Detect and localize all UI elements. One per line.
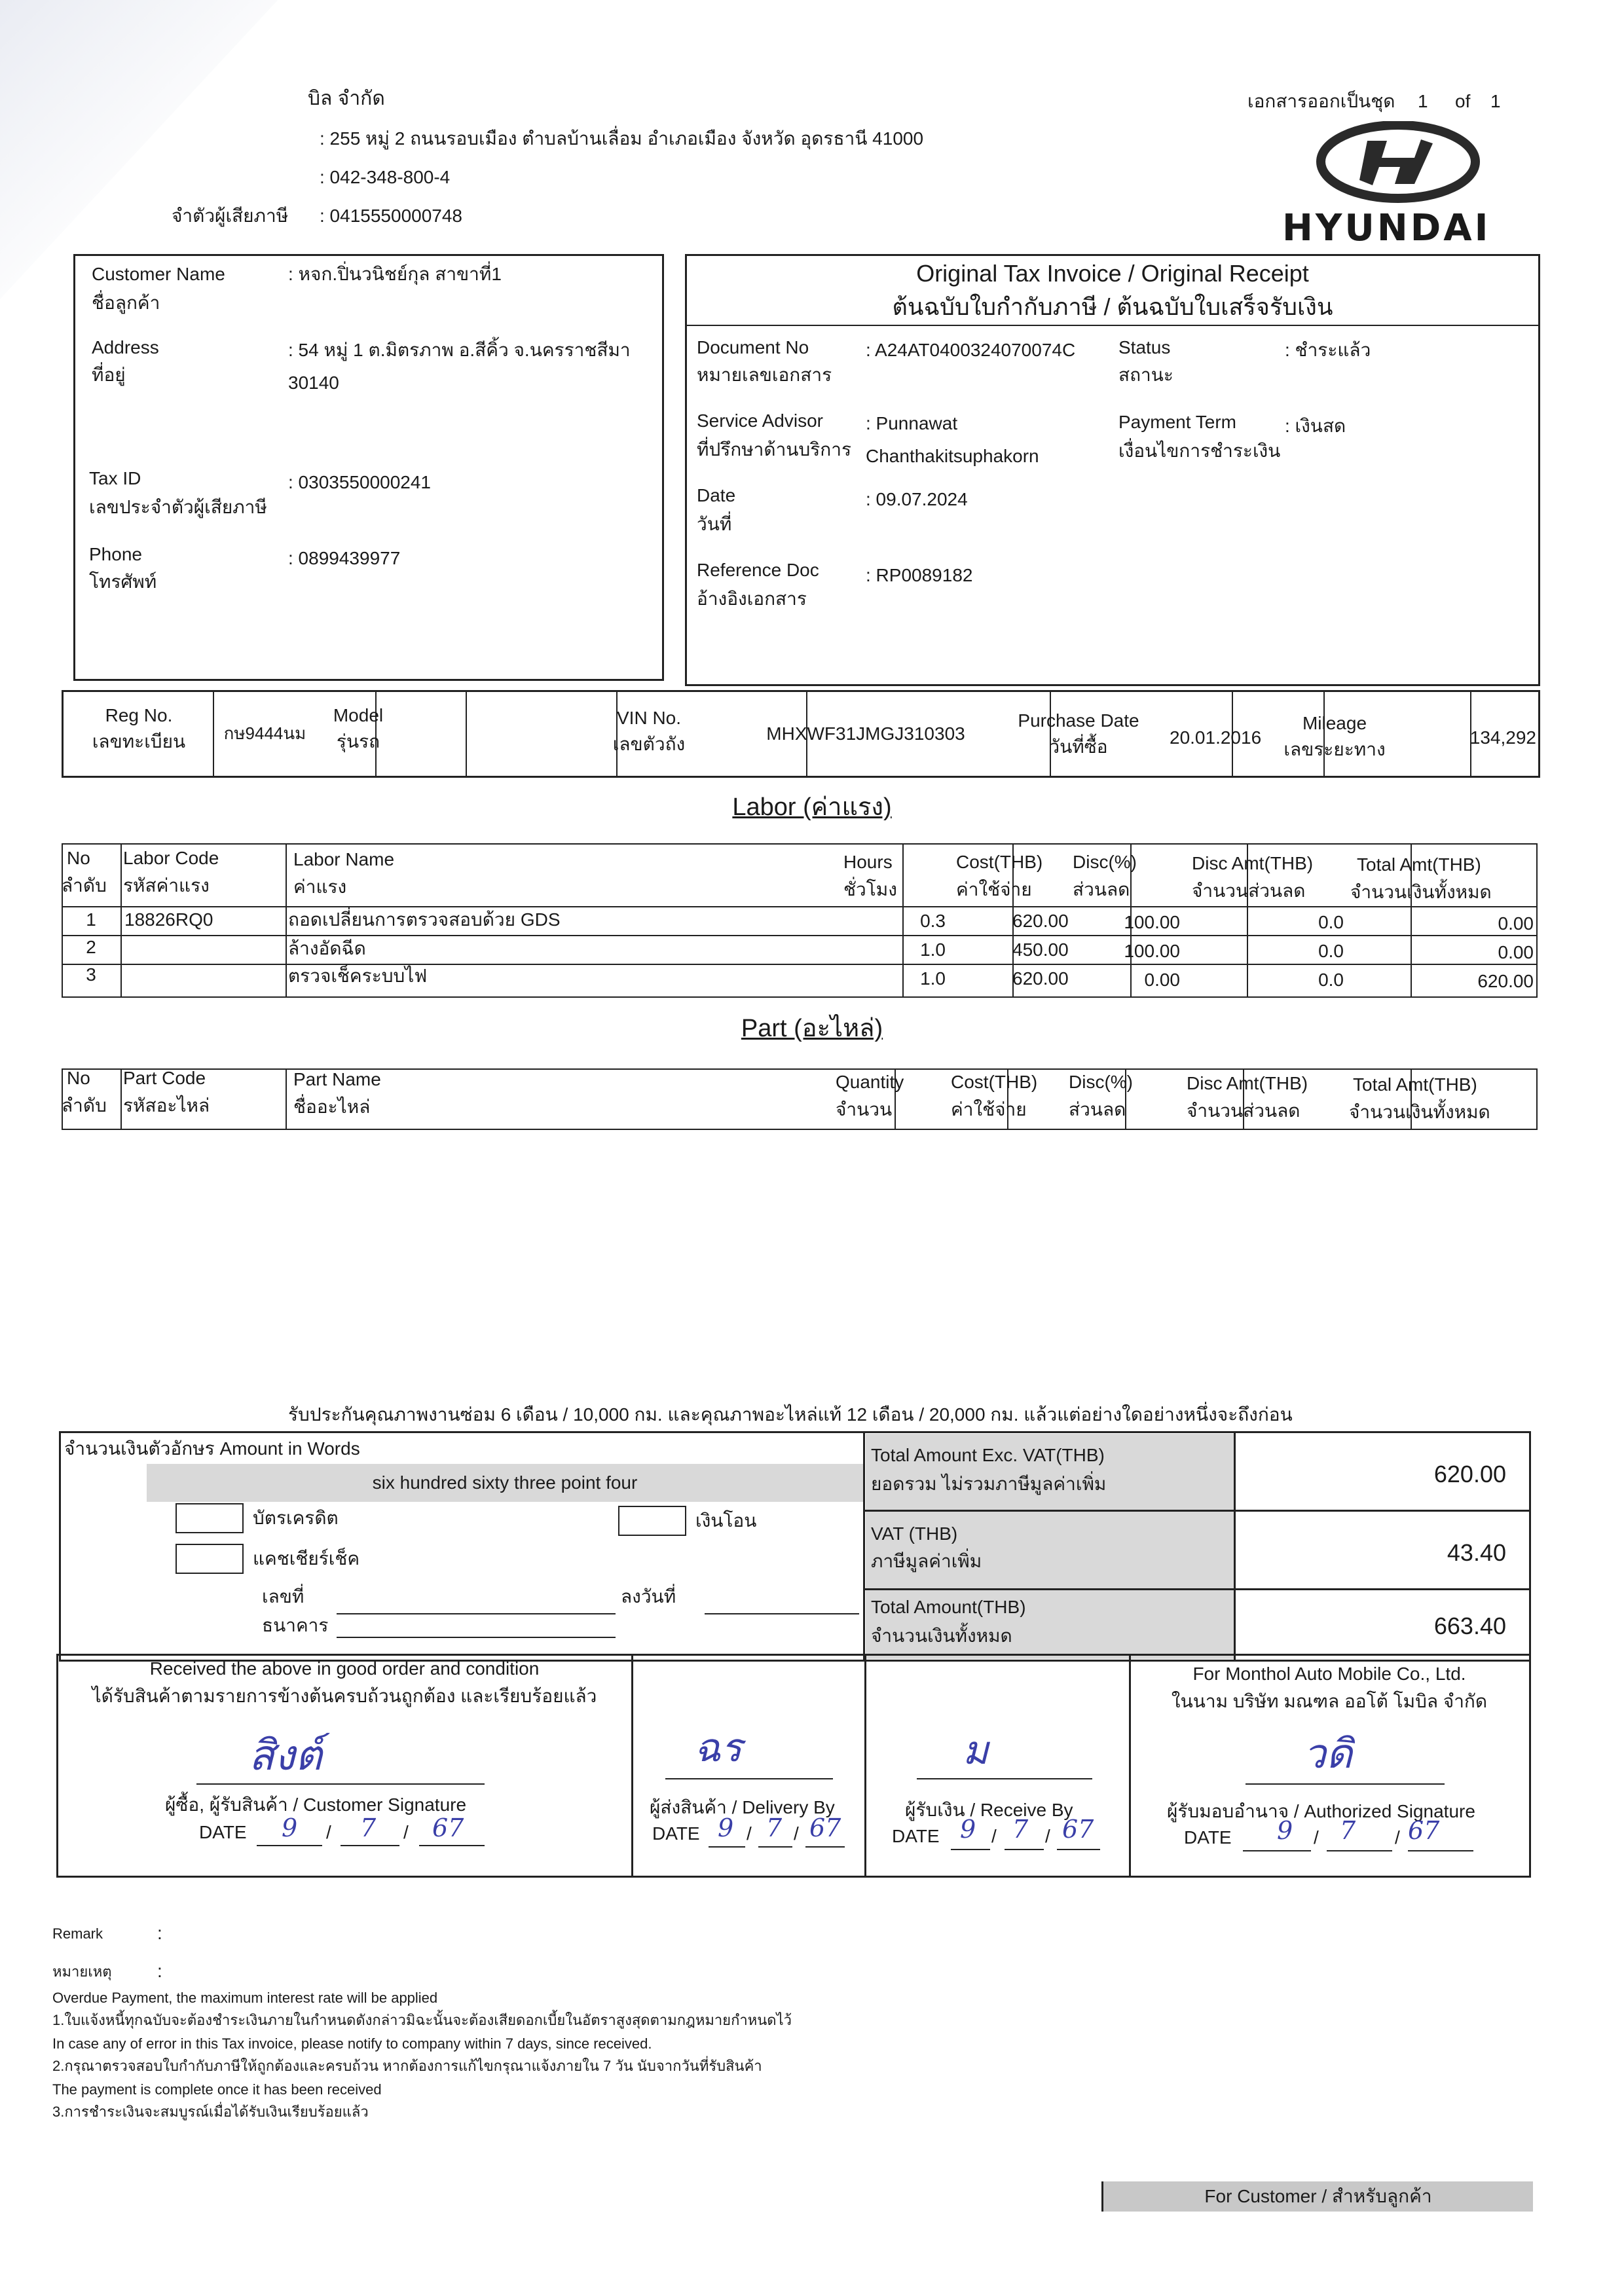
remark-colon: : [157, 1923, 162, 1943]
brand-text: HYUNDAI [1282, 207, 1491, 249]
labor-header-name: Labor Name [293, 849, 395, 869]
labor-header-cost: Cost(THB) [956, 852, 1043, 872]
document-title-th: ต้นฉบับใบกำกับภาษี / ต้นฉบับใบเสร็จรับเงิน [892, 293, 1333, 320]
part-header-name-th: ชื่ออะไหล่ [293, 1097, 371, 1117]
copies-of: of [1455, 91, 1471, 111]
labor-title: Labor (ค่าแรง) [732, 793, 892, 821]
part-header-total-th: จำนวนเงินทั้งหมด [1349, 1102, 1490, 1122]
part-header-total: Total Amt(THB) [1353, 1074, 1477, 1095]
labor-header-discamt-th: จำนวนส่วนลด [1192, 881, 1306, 901]
receive-signature: ม [963, 1728, 989, 1774]
ref-label: Reference Doc [697, 560, 819, 580]
labor-row-no: 3 [86, 964, 96, 985]
date-label-th: วันที่ [697, 514, 732, 534]
for-company-th: ในนาม บริษัท มณฑล ออโต้ โมบิล จำกัด [1171, 1691, 1488, 1711]
date-day: 9 [718, 1813, 734, 1842]
labor-row-hours: 1.0 [920, 939, 946, 960]
vat-value: 43.40 [1447, 1539, 1506, 1566]
customer-box [73, 254, 664, 681]
customer-taxid: : 0303550000241 [288, 472, 431, 492]
labor-row-hours: 0.3 [920, 911, 946, 931]
date-month: 7 [766, 1813, 783, 1842]
labor-header-total: Total Amt(THB) [1357, 854, 1481, 875]
customer-signature-label: ผู้ซื้อ, ผู้รับสินค้า / Customer Signature [165, 1795, 467, 1815]
cheque-date-label: ลงวันที่ [621, 1586, 676, 1607]
part-header-cost-th: ค่าใช้จ่าย [951, 1099, 1027, 1120]
date-day: 9 [282, 1813, 298, 1842]
vat-label-th: ภาษีมูลค่าเพิ่ม [871, 1551, 982, 1571]
customer-taxid-label: Tax ID [89, 468, 141, 488]
advisor-label: Service Advisor [697, 410, 823, 431]
labor-row-name: ถอดเปลี่ยนการตรวจสอบด้วย GDS [288, 909, 561, 930]
reg-value: กษ9444นม [223, 723, 306, 743]
part-header-name: Part Name [293, 1069, 381, 1089]
labor-row-cost: 450.00 [1012, 939, 1069, 960]
received-text-th: ได้รับสินค้าตามรายการข้างต้นครบถ้วนถูกต้อง และเรียบร้อยแล้ว [92, 1686, 597, 1706]
part-table [62, 1068, 1538, 1130]
labor-row-hours: 1.0 [920, 968, 946, 989]
labor-header-disc: Disc(%) [1073, 852, 1137, 872]
labor-row-no: 2 [86, 937, 96, 957]
ref-label-th: อ้างอิงเอกสาร [697, 589, 807, 609]
part-title: Part (อะไหล่) [741, 1015, 883, 1042]
credit-card-checkbox[interactable] [175, 1503, 244, 1533]
remark-line: In case any of error in this Tax invoice, please notify to company within 7 days, since received. [52, 2035, 652, 2052]
company-phone: : 042-348-800-4 [320, 167, 451, 187]
part-header-qty: Quantity [836, 1072, 904, 1092]
labor-header-disc-th: ส่วนลด [1073, 879, 1130, 900]
amount-words-value: six hundred sixty three point four [372, 1472, 638, 1493]
date-day: 9 [960, 1815, 976, 1844]
remark-line: 2.กรุณาตรวจสอบใบกำกับภาษีให้ถูกต้องและครบถ้วน หากต้องการแก้ไขกรุณาแจ้งภายใน 7 วัน นับจากวันที่รับสินค้า [52, 2058, 762, 2074]
customer-address-label-th: ที่อยู่ [92, 365, 126, 385]
labor-row-no: 1 [86, 909, 96, 930]
part-header-no-th: ลำดับ [62, 1095, 107, 1116]
customer-name-label: Customer Name [92, 264, 225, 284]
part-header-code-th: รหัสอะไหล่ [123, 1095, 210, 1116]
part-header-code: Part Code [123, 1068, 206, 1088]
authorized-label: ผู้รับมอบอำนาจ / Authorized Signature [1167, 1801, 1475, 1821]
status-value: : ชำระแล้ว [1285, 340, 1371, 360]
labor-row-discamt: 0.0 [1318, 912, 1344, 932]
model-label-th: รุ่นรถ [336, 731, 380, 752]
customer-phone-label-th: โทรศัพท์ [89, 572, 157, 592]
labor-row-cost: 620.00 [1012, 968, 1069, 989]
status-label-th: สถานะ [1118, 365, 1173, 385]
document-title-en: Original Tax Invoice / Original Receipt [916, 260, 1309, 287]
labor-header-no: No [67, 848, 90, 868]
labor-header-hours-th: ชั่วโมง [843, 879, 897, 900]
date-month: 7 [1012, 1815, 1029, 1844]
for-company: For Monthol Auto Mobile Co., Ltd. [1192, 1664, 1466, 1684]
customer-address-line2: 30140 [288, 373, 339, 393]
authorized-signature: วดิ [1303, 1730, 1353, 1777]
remark-line: The payment is complete once it has been received [52, 2081, 382, 2098]
delivery-label: ผู้ส่งสินค้า / Delivery By [650, 1797, 835, 1817]
received-text-en: Received the above in good order and condition [149, 1658, 540, 1679]
customer-address-label: Address [92, 337, 159, 357]
for-customer-tag: For Customer / สำหรับลูกค้า [1101, 2181, 1533, 2212]
labor-row-disc: 100.00 [1124, 912, 1180, 932]
customer-address-line1: : 54 หมู่ 1 ต.มิตรภาพ อ.สีคิ้ว จ.นครราชสีมา [288, 340, 631, 360]
labor-row-total: 0.00 [1498, 942, 1534, 962]
vin-label: VIN No. [616, 708, 682, 728]
remark-label-th: หมายเหตุ [52, 1963, 112, 1980]
ref-value: : RP0089182 [866, 565, 973, 585]
vin-label-th: เลขตัวถัง [612, 734, 686, 754]
date-label: DATE [1184, 1827, 1232, 1848]
labor-row-name: ล้างอัดฉีด [288, 938, 366, 958]
labor-header-name-th: ค่าแรง [293, 877, 347, 897]
model-label: Model [333, 705, 384, 725]
date-year: 67 [1062, 1815, 1094, 1844]
purchase-value: 20.01.2016 [1170, 727, 1262, 748]
total-label: Total Amount(THB) [871, 1597, 1026, 1617]
labor-header-discamt: Disc Amt(THB) [1192, 853, 1314, 873]
labor-header-code-th: รหัสค่าแรง [123, 875, 210, 896]
part-header-cost: Cost(THB) [951, 1072, 1038, 1092]
part-header-discamt-th: จำนวนส่วนลด [1187, 1101, 1301, 1121]
excl-vat-label-th: ยอดรวม ไม่รวมภาษีมูลค่าเพิ่ม [871, 1474, 1107, 1494]
copies-current: 1 [1418, 91, 1428, 111]
customer-phone: : 0899439977 [288, 548, 401, 568]
remark-line: 3.การชำระเงินจะสมบูรณ์เมื่อได้รับเงินเรียบร้อยแล้ว [52, 2104, 369, 2120]
labor-header-code: Labor Code [123, 848, 219, 868]
docno-label-th: หมายเลขเอกสาร [697, 365, 832, 385]
date-value: : 09.07.2024 [866, 489, 968, 509]
excl-vat-label: Total Amount Exc. VAT(THB) [871, 1445, 1105, 1465]
mileage-value: 134,292 [1469, 727, 1536, 748]
reg-label: Reg No. [105, 705, 173, 725]
amount-words-label: จำนวนเงินตัวอักษร Amount in Words [64, 1438, 360, 1459]
transfer-label: เงินโอน [695, 1510, 757, 1531]
remark-line: 1.ใบแจ้งหนี้ทุกฉบับจะต้องชำระเงินภายในกำหนดดังกล่าวมิฉะนั้นจะต้องเสียดอกเบี้ยในอัตราสูงสุดตามกฎหมายกำหนดไว้ [52, 2012, 792, 2028]
company-address: : 255 หมู่ 2 ถนนรอบเมือง ตำบลบ้านเลื่อม อำเภอเมือง จังหวัด อุดรธานี 41000 [320, 128, 924, 149]
labor-row-cost: 620.00 [1012, 911, 1069, 931]
bank-line[interactable] [337, 1637, 616, 1638]
company-name: บิล จำกัด [308, 88, 385, 109]
advisor-label-th: ที่ปรึกษาด้านบริการ [697, 439, 851, 460]
date-label: DATE [652, 1823, 700, 1844]
status-label: Status [1118, 337, 1171, 357]
vin-value: MHXWF31JMGJ310303 [766, 723, 965, 744]
warranty-note: รับประกันคุณภาพงานซ่อม 6 เดือน / 10,000 กม. และคุณภาพอะไหล่แท้ 12 เดือน / 20,000 กม. แล้วแต่อย่างใดอย่างหนึ่งจะถึงก่อน [288, 1404, 1293, 1425]
date-label: Date [697, 485, 736, 505]
labor-row-discamt: 0.0 [1318, 970, 1344, 990]
credit-card-label: บัตรเครดิต [253, 1508, 339, 1528]
total-value: 663.40 [1433, 1613, 1506, 1639]
cheque-no-line[interactable] [337, 1613, 616, 1614]
transfer-checkbox[interactable] [618, 1506, 686, 1536]
customer-name: : หจก.ปิ่นวนิชย์กุล สาขาที่1 [288, 264, 502, 284]
part-header-discamt: Disc Amt(THB) [1187, 1073, 1308, 1093]
cheque-no-label: เลขที่ [262, 1586, 304, 1607]
advisor-line1: : Punnawat [866, 413, 958, 433]
date-year: 67 [1408, 1816, 1440, 1845]
purchase-label-th: วันที่ซื้อ [1049, 737, 1108, 757]
labor-row-disc: 100.00 [1124, 941, 1180, 961]
labor-header-hours: Hours [843, 852, 893, 872]
vat-label: VAT (THB) [871, 1523, 958, 1544]
copies-total: 1 [1490, 91, 1501, 111]
date-year: 67 [432, 1813, 464, 1842]
customer-name-label-th: ชื่อลูกค้า [92, 293, 160, 313]
date-month: 7 [360, 1813, 377, 1842]
part-header-disc-th: ส่วนลด [1069, 1099, 1126, 1120]
advisor-line2: Chanthakitsuphakorn [866, 446, 1039, 466]
date-label: DATE [199, 1822, 247, 1842]
bank-label: ธนาคาร [262, 1615, 329, 1635]
reg-label-th: เลขทะเบียน [92, 731, 186, 752]
labor-row-name: ตรวจเช็คระบบไฟ [288, 966, 428, 986]
receive-label: ผู้รับเงิน / Receive By [905, 1800, 1073, 1820]
docno-value: : A24AT0400324070074C [866, 340, 1076, 360]
company-tax-label: จำตัวผู้เสียภาษี [172, 206, 289, 226]
remark-colon-th: : [157, 1961, 162, 1981]
docno-label: Document No [697, 337, 809, 357]
term-value: : เงินสด [1285, 416, 1346, 436]
date-month: 7 [1340, 1816, 1356, 1845]
mileage-label: Mileage [1302, 713, 1367, 733]
mileage-label-th: เลขระยะทาง [1283, 739, 1386, 759]
cheque-checkbox[interactable] [175, 1544, 244, 1574]
labor-row-disc: 0.00 [1144, 970, 1180, 990]
company-tax-id: : 0415550000748 [320, 206, 462, 226]
copies-label: เอกสารออกเป็นชุด [1247, 91, 1395, 111]
labor-row-code: 18826RQ0 [124, 909, 213, 930]
labor-row-discamt: 0.0 [1318, 941, 1344, 961]
date-label: DATE [892, 1826, 940, 1846]
cheque-label: แคชเชียร์เช็ค [253, 1548, 360, 1569]
date-year: 67 [809, 1813, 841, 1842]
term-label-th: เงื่อนไขการชำระเงิน [1118, 441, 1281, 461]
total-label-th: จำนวนเงินทั้งหมด [871, 1626, 1012, 1646]
customer-phone-label: Phone [89, 544, 142, 564]
labor-row-total: 620.00 [1477, 971, 1534, 991]
excl-vat-value: 620.00 [1433, 1461, 1506, 1487]
date-day: 9 [1277, 1816, 1293, 1845]
part-header-qty-th: จำนวน [836, 1099, 893, 1120]
remark-line: Overdue Payment, the maximum interest rate will be applied [52, 1990, 438, 2006]
delivery-signature: ฉร [694, 1725, 743, 1771]
labor-header-no-th: ลำดับ [62, 875, 107, 896]
customer-taxid-label-th: เลขประจำตัวผู้เสียภาษี [89, 497, 267, 517]
labor-row-total: 0.00 [1498, 913, 1534, 934]
labor-header-cost-th: ค่าใช้จ่าย [956, 879, 1032, 900]
part-header-disc: Disc(%) [1069, 1072, 1133, 1092]
term-label: Payment Term [1118, 412, 1236, 432]
hyundai-logo-icon [1316, 121, 1480, 203]
customer-signature: สิงต์ [249, 1732, 322, 1780]
cheque-date-line[interactable] [705, 1613, 859, 1614]
part-header-no: No [67, 1068, 90, 1088]
purchase-label: Purchase Date [1018, 710, 1139, 731]
labor-header-total-th: จำนวนเงินทั้งหมด [1350, 882, 1492, 902]
remark-label: Remark [52, 1925, 103, 1942]
